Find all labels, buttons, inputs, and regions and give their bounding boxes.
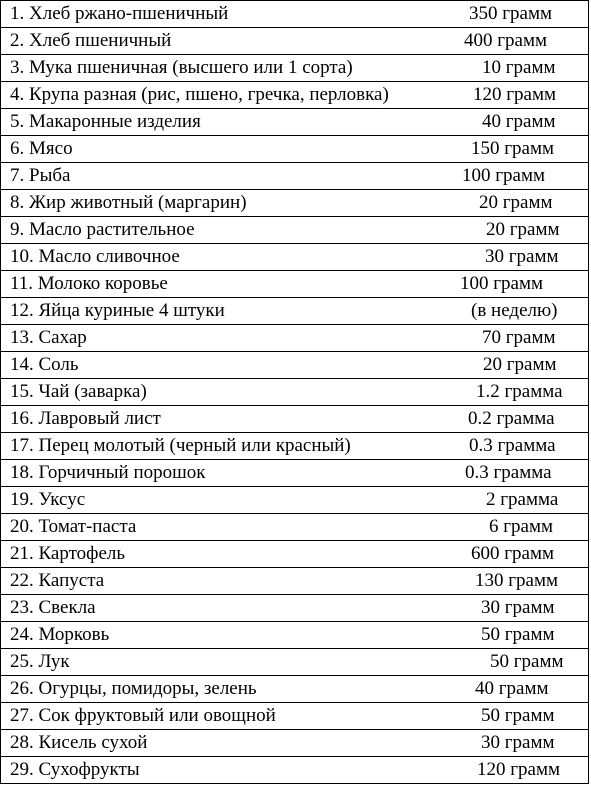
table-row	[1, 514, 588, 541]
table-row	[1, 379, 588, 406]
row-item: 17. Перец молотый (черный или красный)	[10, 435, 351, 456]
row-item: 19. Уксус	[10, 489, 86, 510]
row-item: 18. Горчичный порошок	[10, 462, 206, 483]
table-row	[1, 325, 588, 352]
row-quantity: 30 грамм	[481, 732, 555, 753]
row-item: 7. Рыба	[10, 165, 71, 186]
table-row	[1, 109, 588, 136]
row-quantity: 40 грамм	[475, 678, 549, 699]
row-quantity: 150 грамм	[471, 138, 555, 159]
table-row	[1, 217, 588, 244]
row-quantity: 1.2 грамма	[476, 381, 563, 402]
row-quantity: (в неделю)	[471, 300, 558, 321]
table-row	[1, 433, 588, 460]
row-item: 9. Масло растительное	[10, 219, 195, 240]
row-quantity: 350 грамм	[469, 3, 553, 24]
row-item: 1. Хлеб ржано-пшеничный	[10, 3, 229, 24]
row-quantity: 20 грамм	[479, 192, 553, 213]
table-row	[1, 406, 588, 433]
row-item: 24. Морковь	[10, 624, 110, 645]
table-row	[1, 136, 588, 163]
table-row	[1, 622, 588, 649]
row-item: 28. Кисель сухой	[10, 732, 148, 753]
table-row	[1, 163, 588, 190]
row-quantity: 120 грамм	[473, 84, 557, 105]
row-quantity: 120 грамм	[477, 759, 561, 780]
table-row	[1, 55, 588, 82]
table-row	[1, 28, 588, 55]
row-quantity: 0.3 грамма	[469, 435, 556, 456]
table-row	[1, 298, 588, 325]
row-item: 23. Свекла	[10, 597, 96, 618]
row-item: 8. Жир животный (маргарин)	[10, 192, 247, 213]
table-row	[1, 595, 588, 622]
row-quantity: 10 грамм	[482, 57, 556, 78]
row-quantity: 30 грамм	[481, 597, 555, 618]
table-row	[1, 541, 588, 568]
table-row	[1, 352, 588, 379]
row-item: 27. Сок фруктовый или овощной	[10, 705, 276, 726]
row-item: 14. Соль	[10, 354, 79, 375]
row-item: 4. Крупа разная (рис, пшено, гречка, перловка)	[10, 84, 389, 105]
row-item: 12. Яйца куриные 4 штуки	[10, 300, 225, 321]
table-row	[1, 568, 588, 595]
row-item: 3. Мука пшеничная (высшего или 1 сорта)	[10, 57, 353, 78]
row-quantity: 30 грамм	[485, 246, 559, 267]
table-row	[1, 190, 588, 217]
table-row	[1, 244, 588, 271]
row-item: 26. Огурцы, помидоры, зелень	[10, 678, 257, 699]
row-item: 16. Лавровый лист	[10, 408, 161, 429]
row-quantity: 0.3 грамма	[465, 462, 552, 483]
row-item: 13. Сахар	[10, 327, 87, 348]
table-row	[1, 649, 588, 676]
row-quantity: 400 грамм	[464, 30, 548, 51]
row-quantity: 50 грамм	[481, 624, 555, 645]
table-row	[1, 757, 588, 784]
row-quantity: 50 грамм	[490, 651, 564, 672]
row-quantity: 70 грамм	[482, 327, 556, 348]
row-quantity: 20 грамм	[483, 354, 557, 375]
row-item: 10. Масло сливочное	[10, 246, 180, 267]
table-row	[1, 1, 588, 28]
row-item: 11. Молоко коровье	[10, 273, 168, 294]
row-item: 6. Мясо	[10, 138, 73, 159]
row-item: 21. Картофель	[10, 543, 126, 564]
table-row	[1, 487, 588, 514]
table-row	[1, 676, 588, 703]
row-quantity: 130 грамм	[475, 570, 559, 591]
table-row	[1, 82, 588, 109]
row-quantity: 0.2 грамма	[468, 408, 555, 429]
table-row	[1, 460, 588, 487]
table-row	[1, 703, 588, 730]
row-item: 5. Макаронные изделия	[10, 111, 201, 132]
row-item: 20. Томат-паста	[10, 516, 137, 537]
row-item: 25. Лук	[10, 651, 70, 672]
row-item: 15. Чай (заварка)	[10, 381, 147, 402]
row-item: 29. Сухофрукты	[10, 759, 140, 780]
row-quantity: 40 грамм	[482, 111, 556, 132]
table-row	[1, 730, 588, 757]
row-quantity: 6 грамм	[489, 516, 554, 537]
row-quantity: 100 грамм	[460, 273, 544, 294]
row-quantity: 2 грамма	[486, 489, 559, 510]
row-quantity: 20 грамм	[486, 219, 560, 240]
table-row	[1, 271, 588, 298]
row-quantity: 100 грамм	[462, 165, 546, 186]
row-item: 2. Хлеб пшеничный	[10, 30, 172, 51]
row-item: 22. Капуста	[10, 570, 105, 591]
row-quantity: 600 грамм	[471, 543, 555, 564]
row-quantity: 50 грамм	[481, 705, 555, 726]
